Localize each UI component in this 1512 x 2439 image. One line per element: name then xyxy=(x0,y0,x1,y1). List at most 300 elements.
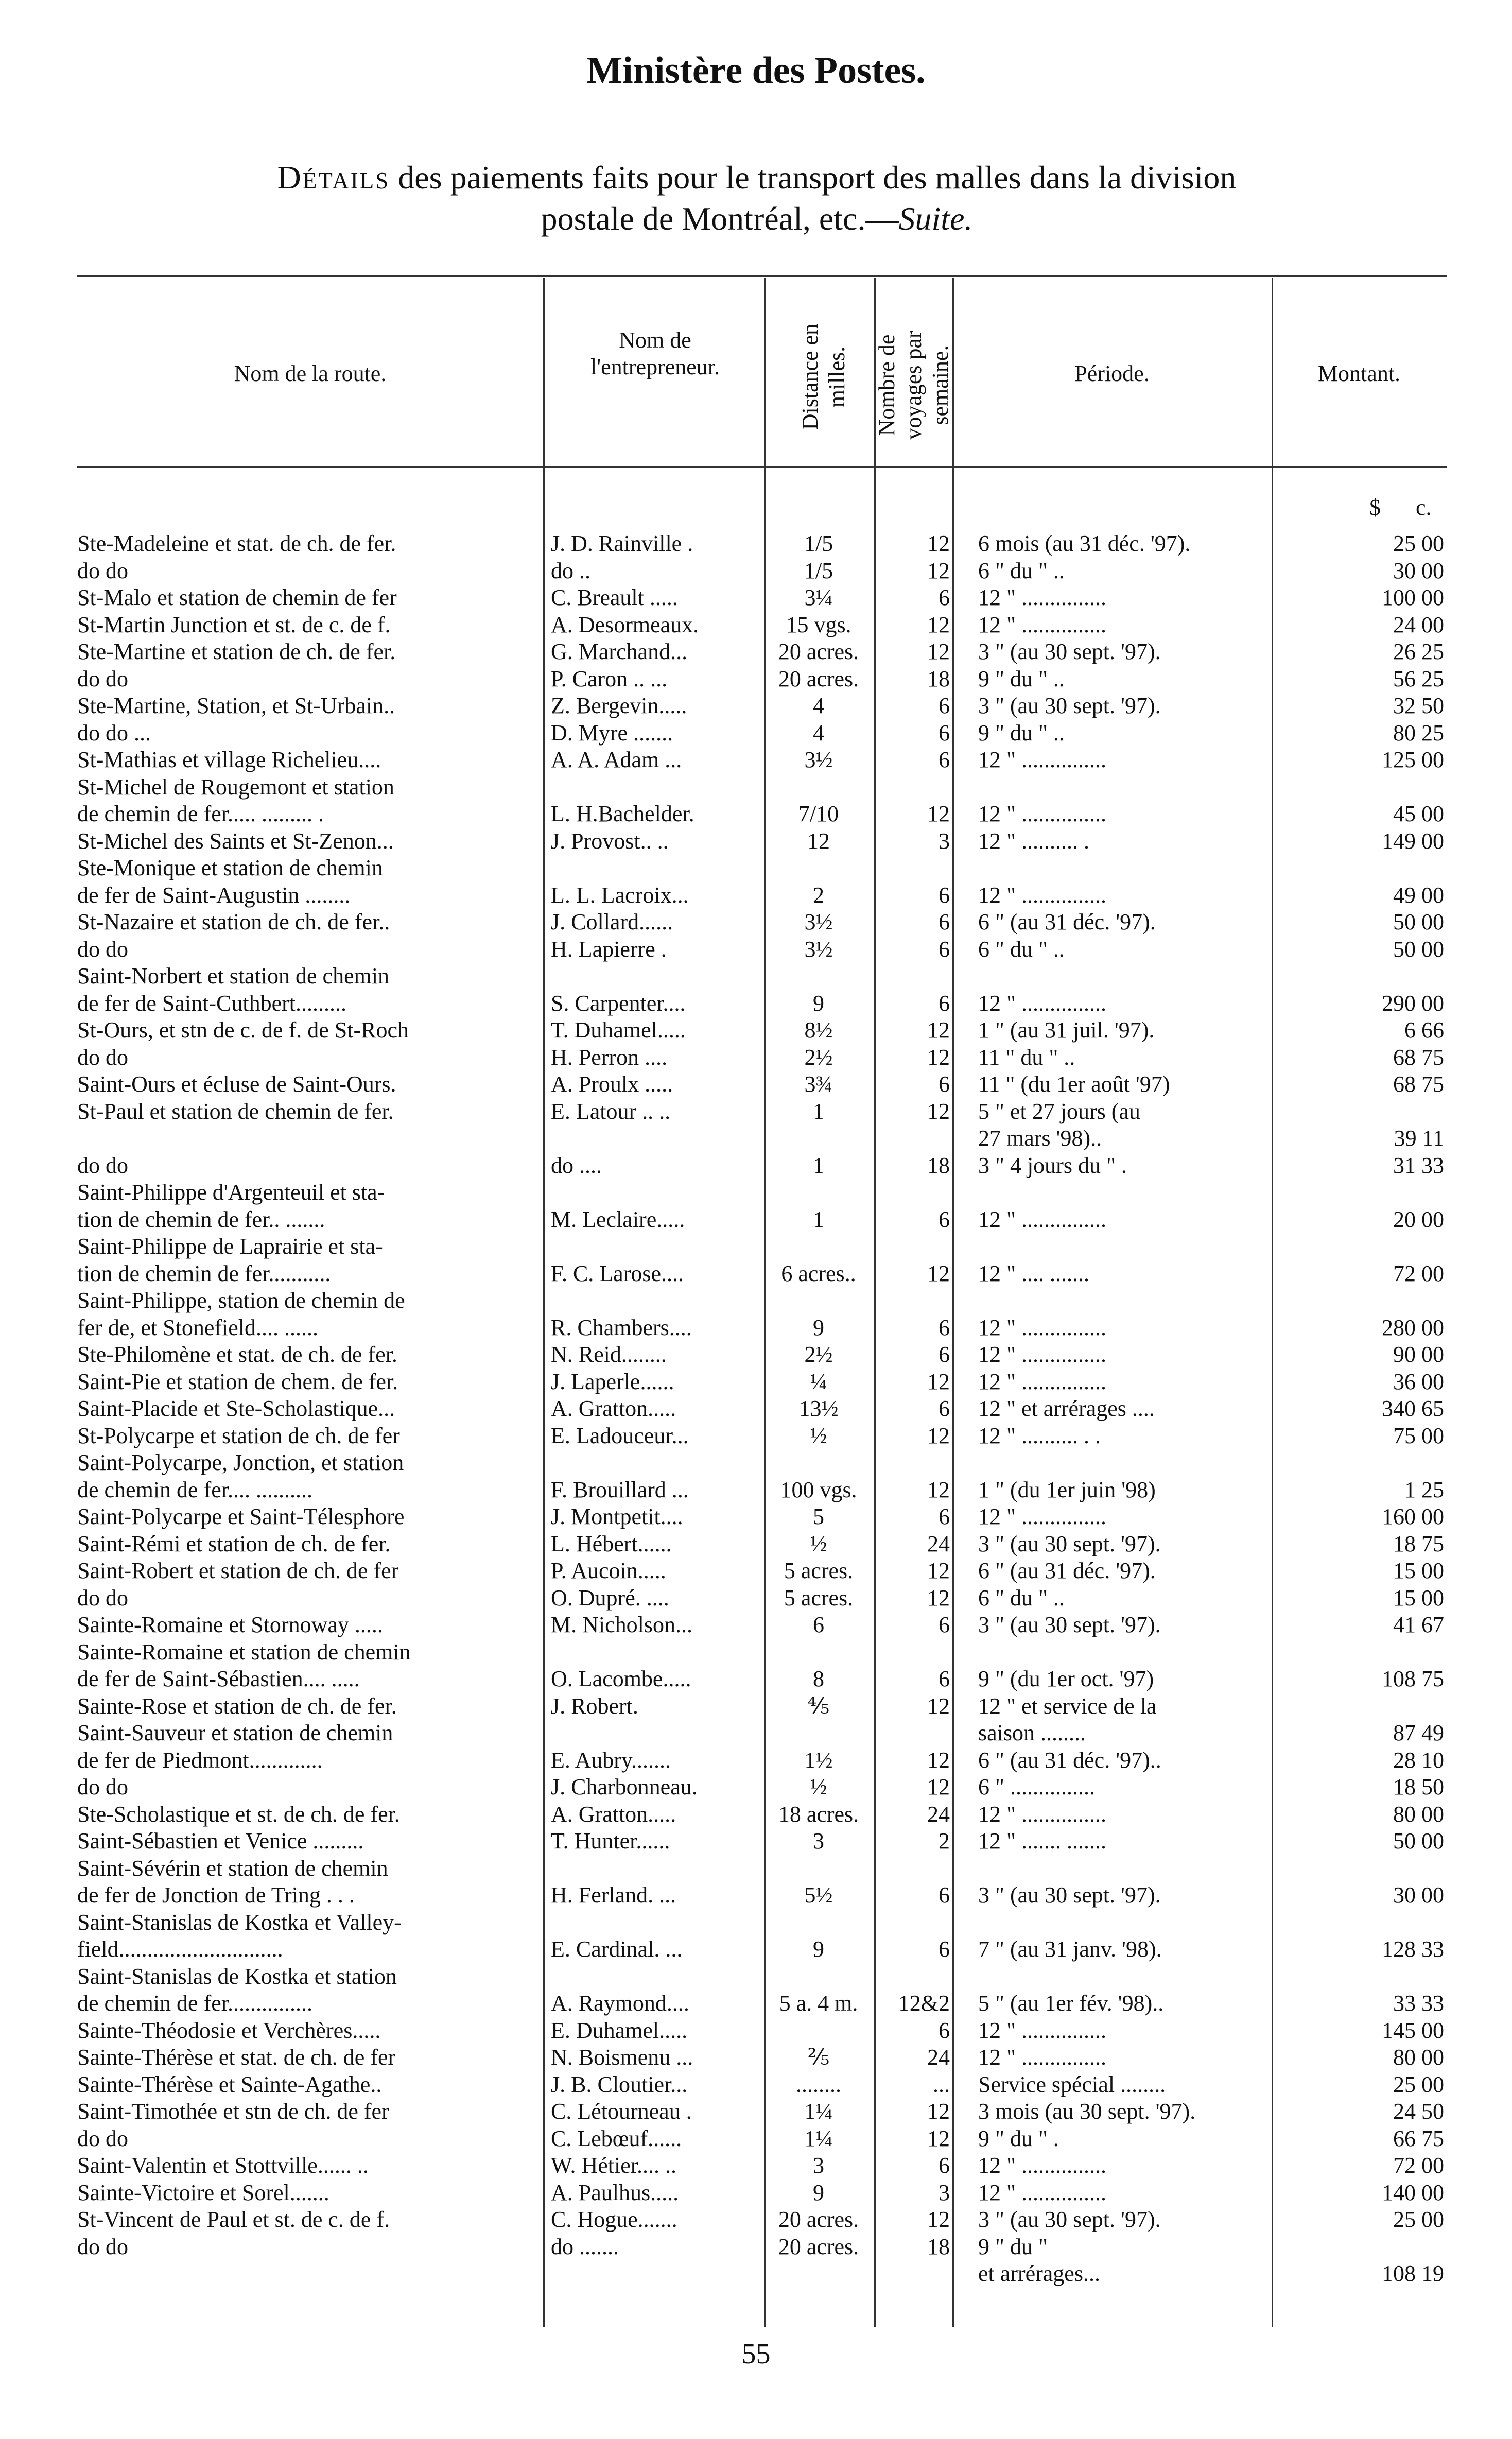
montant-cell: 6 66 xyxy=(1404,1017,1444,1043)
periode-cell: 12 " ............... xyxy=(978,1801,1106,1827)
table-row xyxy=(77,1071,1447,1098)
table-row xyxy=(77,1963,1447,1991)
periode-cell: 12 " .......... . . xyxy=(978,1423,1101,1448)
voyages-cell: 6 xyxy=(939,1612,950,1637)
periode-cell: 6 " ............... xyxy=(978,1774,1095,1800)
montant-cell: 26 25 xyxy=(1393,639,1444,664)
table-row xyxy=(77,747,1447,774)
route-cell: Saint-Robert et station de ch. de fer xyxy=(77,1558,399,1583)
route-cell: Saint-Sauveur et station de chemin xyxy=(77,1720,393,1745)
montant-cell: 90 00 xyxy=(1393,1342,1444,1367)
table-row xyxy=(77,584,1447,612)
unit-dollar: $ xyxy=(1369,495,1381,520)
route-cell: de fer de Saint-Augustin ........ xyxy=(77,882,351,908)
montant-cell: 160 00 xyxy=(1382,1504,1444,1529)
table-row xyxy=(77,1179,1447,1206)
table-row xyxy=(77,2260,1447,2288)
periode-cell: 12 " ............... xyxy=(978,747,1106,772)
montant-cell: 18 75 xyxy=(1393,1531,1444,1556)
route-cell: Ste-Scholastique et st. de ch. de fer. xyxy=(77,1801,400,1827)
table-row xyxy=(77,936,1447,963)
table-row xyxy=(77,2125,1447,2153)
route-cell: Saint-Pie et station de chem. de fer. xyxy=(77,1369,398,1394)
route-cell: Sainte-Thérèse et stat. de ch. de fer xyxy=(77,2045,396,2070)
table-row xyxy=(77,1855,1447,1882)
entrepreneur-cell: H. Lapierre . xyxy=(551,936,667,962)
route-cell: St-Mathias et village Richelieu.... xyxy=(77,747,381,772)
route-cell: do do xyxy=(77,1774,128,1800)
entrepreneur-cell: J. Charbonneau. xyxy=(551,1774,698,1800)
periode-cell: 3 " (au 30 sept. '97). xyxy=(978,1882,1161,1908)
table-row xyxy=(77,1612,1447,1639)
distance-cell: 20 acres. xyxy=(778,666,859,691)
distance-cell: 3¼ xyxy=(804,585,833,610)
table-row xyxy=(77,1639,1447,1666)
route-cell: Ste-Philomène et stat. de ch. de fer. xyxy=(77,1342,397,1367)
table-row xyxy=(77,801,1447,828)
distance-cell: 9 xyxy=(813,990,824,1016)
periode-cell: 3 mois (au 30 sept. '97). xyxy=(978,2099,1196,2124)
periode-cell: 9 " du " .. xyxy=(978,666,1065,691)
route-cell: field............................. xyxy=(77,1936,283,1962)
distance-cell: 3¾ xyxy=(804,1071,833,1097)
route-cell: do do xyxy=(77,1585,128,1611)
page-title: Ministère des Postes. xyxy=(586,49,926,92)
route-cell: Saint-Sébastien et Venice ......... xyxy=(77,1828,364,1854)
table-row xyxy=(77,1098,1447,1126)
periode-cell: 5 " et 27 jours (au xyxy=(978,1098,1140,1124)
page-number: 55 xyxy=(741,2338,771,2370)
montant-cell: 80 25 xyxy=(1393,720,1444,746)
route-cell: Saint-Polycarpe, Jonction, et station xyxy=(77,1450,404,1475)
subtitle-lead: Détails xyxy=(277,159,390,196)
montant-cell: 80 00 xyxy=(1393,2045,1444,2070)
voyages-cell: 6 xyxy=(939,909,950,935)
entrepreneur-cell: A. Gratton..... xyxy=(551,1801,676,1827)
distance-cell: 3 xyxy=(813,1828,824,1854)
route-cell: St-Ours, et stn de c. de f. de St-Roch xyxy=(77,1017,409,1043)
header-route: Nom de la route. xyxy=(234,361,387,386)
montant-cell: 24 50 xyxy=(1393,2099,1444,2124)
table-row xyxy=(77,1693,1447,1720)
route-cell: de fer de Piedmont............. xyxy=(77,1747,323,1773)
montant-cell: 128 33 xyxy=(1382,1936,1444,1962)
top-rule xyxy=(77,275,1447,277)
distance-cell: 5½ xyxy=(804,1882,833,1908)
route-cell: Saint-Stanislas de Kostka et Valley- xyxy=(77,1909,402,1935)
periode-cell: 6 " du " .. xyxy=(978,936,1065,962)
periode-cell: 12 " .......... . xyxy=(978,828,1089,854)
distance-cell: 2 xyxy=(813,882,824,908)
voyages-cell: 6 xyxy=(939,1206,950,1232)
route-cell: St-Malo et station de chemin de fer xyxy=(77,585,397,610)
table-row xyxy=(77,530,1447,558)
route-cell: Ste-Martine, Station, et St-Urbain.. xyxy=(77,693,395,718)
voyages-cell: 12 xyxy=(927,1585,950,1611)
montant-cell: 25 00 xyxy=(1393,2207,1444,2232)
route-cell: Saint-Norbert et station de chemin xyxy=(77,963,390,989)
montant-cell: 25 00 xyxy=(1393,531,1444,556)
voyages-cell: 12 xyxy=(927,1747,950,1773)
entrepreneur-cell: C. Hogue....... xyxy=(551,2207,677,2232)
voyages-cell: 12 xyxy=(927,1774,950,1800)
route-cell: Sainte-Romaine et Stornoway ..... xyxy=(77,1612,383,1637)
entrepreneur-cell: A. Raymond.... xyxy=(551,1991,689,2016)
voyages-cell: 6 xyxy=(939,1882,950,1908)
periode-cell: 12 " ............... xyxy=(978,1314,1106,1340)
distance-cell: 1 xyxy=(813,1098,824,1124)
periode-cell: 6 " (au 31 déc. '97).. xyxy=(978,1747,1161,1773)
entrepreneur-cell: H. Ferland. ... xyxy=(551,1882,676,1908)
montant-cell: 140 00 xyxy=(1382,2179,1444,2205)
periode-cell: 6 " (au 31 déc. '97). xyxy=(978,909,1156,935)
route-cell: St-Nazaire et station de ch. de fer.. xyxy=(77,909,390,935)
montant-cell: 18 50 xyxy=(1393,1774,1444,1800)
montant-cell: 25 00 xyxy=(1393,2071,1444,2097)
voyages-cell: 6 xyxy=(939,882,950,908)
distance-cell: 20 acres. xyxy=(778,2207,859,2232)
voyages-cell: 12&2 xyxy=(898,1991,950,2016)
voyages-cell: 12 xyxy=(927,558,950,583)
distance-cell: 8 xyxy=(813,1666,824,1691)
table-row xyxy=(77,1017,1447,1044)
distance-cell: 3½ xyxy=(804,747,833,772)
table-row xyxy=(77,1125,1447,1152)
voyages-cell: 24 xyxy=(927,2045,950,2070)
table-row xyxy=(77,1341,1447,1369)
voyages-cell: 2 xyxy=(939,1828,950,1854)
entrepreneur-cell: M. Nicholson... xyxy=(551,1612,692,1637)
route-cell: tion de chemin de fer........... xyxy=(77,1260,331,1286)
periode-cell: 9 " (du 1er oct. '97) xyxy=(978,1666,1154,1691)
entrepreneur-cell: C. Lebœuf...... xyxy=(551,2125,682,2151)
entrepreneur-cell: C. Létourneau . xyxy=(551,2099,692,2124)
montant-cell: 28 10 xyxy=(1393,1747,1444,1773)
distance-cell: 1¼ xyxy=(804,2125,833,2151)
table-row xyxy=(77,720,1447,747)
voyages-cell: 12 xyxy=(927,1477,950,1502)
entrepreneur-cell: T. Duhamel..... xyxy=(551,1017,686,1043)
distance-cell: 6 xyxy=(813,1612,824,1637)
route-cell: St-Polycarpe et station de ch. de fer xyxy=(77,1423,400,1448)
montant-cell: 72 00 xyxy=(1393,2153,1444,2178)
entrepreneur-cell: P. Aucoin..... xyxy=(551,1558,666,1583)
voyages-cell: 12 xyxy=(927,2099,950,2124)
route-cell: St-Martin Junction et st. de c. de f. xyxy=(77,612,391,637)
montant-cell: 108 75 xyxy=(1382,1666,1444,1691)
entrepreneur-cell: O. Lacombe..... xyxy=(551,1666,691,1691)
entrepreneur-cell: P. Caron .. ... xyxy=(551,666,668,691)
montant-cell: 87 49 xyxy=(1393,1720,1444,1745)
voyages-cell: 6 xyxy=(939,1666,950,1691)
unit-cents: c. xyxy=(1416,495,1432,520)
route-cell: Sainte-Thérèse et Sainte-Agathe.. xyxy=(77,2071,382,2097)
table-row xyxy=(77,2098,1447,2125)
table-row xyxy=(77,1801,1447,1828)
table-row xyxy=(77,1314,1447,1342)
table-row xyxy=(77,774,1447,801)
table-row xyxy=(77,1990,1447,2017)
voyages-cell: 12 xyxy=(927,2207,950,2232)
distance-cell: 1¼ xyxy=(804,2099,833,2124)
periode-cell: 11 " du " .. xyxy=(978,1044,1075,1070)
route-cell: fer de, et Stonefield.... ...... xyxy=(77,1314,318,1340)
route-cell: do do xyxy=(77,936,128,962)
voyages-cell: 6 xyxy=(939,2153,950,2178)
distance-cell: ........ xyxy=(796,2071,841,2097)
route-cell: do do xyxy=(77,558,128,583)
header-voyages: Nombre de voyages par semaine. xyxy=(874,331,953,440)
table-row xyxy=(77,1666,1447,1693)
table-row xyxy=(77,1747,1447,1774)
distance-cell: 1 xyxy=(813,1152,824,1178)
voyages-cell: 3 xyxy=(939,2179,950,2205)
periode-cell: 7 " (au 31 janv. '98). xyxy=(978,1936,1162,1962)
distance-cell: 1 xyxy=(813,1206,824,1232)
route-cell: do do xyxy=(77,1044,128,1070)
periode-cell: 12 " ............... xyxy=(978,801,1106,826)
montant-cell: 100 00 xyxy=(1382,585,1444,610)
route-cell: Sainte-Rose et station de ch. de fer. xyxy=(77,1693,397,1719)
periode-cell: 12 " et arrérages .... xyxy=(978,1396,1155,1421)
route-cell: de fer de Saint-Sébastien.... ..... xyxy=(77,1666,360,1691)
periode-cell: 12 " ............... xyxy=(978,1342,1106,1367)
distance-cell: 100 vgs. xyxy=(780,1477,857,1502)
entrepreneur-cell: L. L. Lacroix... xyxy=(551,882,689,908)
table-row xyxy=(77,1260,1447,1288)
distance-cell: 5 xyxy=(813,1504,824,1529)
voyages-cell: 12 xyxy=(927,612,950,637)
table-row xyxy=(77,2206,1447,2234)
voyages-cell: 18 xyxy=(927,1152,950,1178)
montant-cell: 20 00 xyxy=(1393,1206,1444,1232)
montant-cell: 36 00 xyxy=(1393,1369,1444,1394)
distance-cell: 1/5 xyxy=(804,558,833,583)
periode-cell: 12 " ............... xyxy=(978,882,1106,908)
montant-cell: 68 75 xyxy=(1393,1044,1444,1070)
montant-cell: 15 00 xyxy=(1393,1585,1444,1611)
voyages-cell: 18 xyxy=(927,666,950,691)
periode-cell: 6 mois (au 31 déc. '97). xyxy=(978,531,1191,556)
route-cell: Saint-Placide et Ste-Scholastique... xyxy=(77,1396,395,1421)
voyages-cell: 12 xyxy=(927,1098,950,1124)
distance-cell: 9 xyxy=(813,1936,824,1962)
voyages-cell: 6 xyxy=(939,936,950,962)
periode-cell: 9 " du " .. xyxy=(978,720,1065,746)
route-cell: Sainte-Théodosie et Verchères..... xyxy=(77,2017,381,2043)
periode-cell: 11 " (du 1er août '97) xyxy=(978,1071,1170,1097)
distance-cell: 15 vgs. xyxy=(786,612,851,637)
periode-cell: 12 " ............... xyxy=(978,1369,1106,1394)
table-row xyxy=(77,1936,1447,1963)
route-cell: Sainte-Romaine et station de chemin xyxy=(77,1639,411,1665)
route-cell: do do xyxy=(77,2125,128,2151)
distance-cell: 7/10 xyxy=(798,801,839,826)
voyages-cell: 12 xyxy=(927,801,950,826)
montant-cell: 50 00 xyxy=(1393,1828,1444,1854)
voyages-cell: 12 xyxy=(927,531,950,556)
route-cell: Saint-Polycarpe et Saint-Télesphore xyxy=(77,1504,405,1529)
montant-cell: 125 00 xyxy=(1382,747,1444,772)
route-cell: St-Vincent de Paul et st. de c. de f. xyxy=(77,2207,390,2232)
voyages-cell: 6 xyxy=(939,1396,950,1421)
periode-cell: 12 " .... ....... xyxy=(978,1260,1089,1286)
entrepreneur-cell: J. B. Cloutier... xyxy=(551,2071,688,2097)
voyages-cell: 12 xyxy=(927,1044,950,1070)
table-row xyxy=(77,1152,1447,1180)
table-row xyxy=(77,882,1447,909)
distance-cell: ⅘ xyxy=(807,1693,830,1719)
table-row xyxy=(77,1395,1447,1423)
table-row xyxy=(77,2017,1447,2045)
table-row xyxy=(77,1233,1447,1260)
route-cell: St-Paul et station de chemin de fer. xyxy=(77,1098,394,1124)
distance-cell: 20 acres. xyxy=(778,639,859,664)
distance-cell: 3½ xyxy=(804,936,833,962)
montant-cell: 75 00 xyxy=(1393,1423,1444,1448)
route-cell: Saint-Philippe de Laprairie et sta- xyxy=(77,1234,383,1259)
montant-cell: 290 00 xyxy=(1382,990,1444,1016)
voyages-cell: 6 xyxy=(939,585,950,610)
route-cell: Saint-Rémi et station de ch. de fer. xyxy=(77,1531,391,1556)
header-montant: Montant. xyxy=(1317,361,1401,386)
subtitle-line1: des paiements faits pour le transport des malles dans la division xyxy=(390,159,1237,196)
periode-cell: 12 " ............... xyxy=(978,2045,1106,2070)
route-cell: St-Michel des Saints et St-Zenon... xyxy=(77,828,394,854)
distance-cell: ½ xyxy=(810,1774,827,1800)
montant-cell: 280 00 xyxy=(1382,1314,1444,1340)
entrepreneur-cell: E. Cardinal. ... xyxy=(551,1936,683,1962)
route-cell: tion de chemin de fer.. ....... xyxy=(77,1206,325,1232)
voyages-cell: 18 xyxy=(927,2234,950,2259)
route-cell: Saint-Stanislas de Kostka et station xyxy=(77,1963,397,1989)
montant-cell: 39 11 xyxy=(1394,1126,1444,1151)
voyages-cell: 6 xyxy=(939,720,950,746)
table-row xyxy=(77,1477,1447,1504)
periode-cell: 12 " ............... xyxy=(978,612,1106,637)
montant-cell: 108 19 xyxy=(1382,2261,1444,2286)
table-row xyxy=(77,693,1447,720)
entrepreneur-cell: Z. Bergevin..... xyxy=(551,693,687,718)
distance-cell: ½ xyxy=(810,1423,827,1448)
montant-cell: 340 65 xyxy=(1382,1396,1444,1421)
periode-cell: Service spécial ........ xyxy=(978,2071,1166,2097)
periode-cell: 1 " (au 31 juil. '97). xyxy=(978,1017,1155,1043)
montant-cell: 31 33 xyxy=(1393,1152,1444,1178)
distance-cell: 1/5 xyxy=(804,531,833,556)
table-row xyxy=(77,1909,1447,1936)
table-row xyxy=(77,1449,1447,1477)
header-rule xyxy=(77,466,1447,468)
table-row xyxy=(77,2044,1447,2071)
route-cell: do do xyxy=(77,666,128,691)
entrepreneur-cell: J. D. Rainville . xyxy=(551,531,693,556)
voyages-cell: 6 xyxy=(939,1936,950,1962)
entrepreneur-cell: A. Proulx ..... xyxy=(551,1071,673,1097)
entrepreneur-cell: S. Carpenter.... xyxy=(551,990,686,1016)
periode-cell: 12 " ....... ....... xyxy=(978,1828,1106,1854)
table-row xyxy=(77,2234,1447,2261)
table-row xyxy=(77,1828,1447,1855)
entrepreneur-cell: do ....... xyxy=(551,2234,619,2259)
table-row xyxy=(77,1882,1447,1909)
periode-cell: 12 " ............... xyxy=(978,2179,1106,2205)
route-cell: Saint-Timothée et stn de ch. de fer xyxy=(77,2099,389,2124)
table-row xyxy=(77,1369,1447,1396)
table-row xyxy=(77,1558,1447,1585)
periode-cell: 3 " 4 jours du " . xyxy=(978,1152,1127,1178)
voyages-cell: 12 xyxy=(927,1260,950,1286)
entrepreneur-cell: J. Provost.. .. xyxy=(551,828,669,854)
entrepreneur-cell: N. Boismenu ... xyxy=(551,2045,693,2070)
voyages-cell: 6 xyxy=(939,1504,950,1529)
distance-cell: 9 xyxy=(813,1314,824,1340)
periode-cell: 12 " ............... xyxy=(978,585,1106,610)
montant-cell: 68 75 xyxy=(1393,1071,1444,1097)
route-cell: Saint-Ours et écluse de Saint-Ours. xyxy=(77,1071,396,1097)
voyages-cell: 6 xyxy=(939,1314,950,1340)
table-row xyxy=(77,1423,1447,1450)
route-cell: do do xyxy=(77,2234,128,2259)
periode-cell: 1 " (du 1er juin '98) xyxy=(978,1477,1156,1502)
entrepreneur-cell: A. A. Adam ... xyxy=(551,747,682,772)
entrepreneur-cell: T. Hunter...... xyxy=(551,1828,670,1854)
table-row xyxy=(77,638,1447,666)
route-cell: de fer de Saint-Cuthbert......... xyxy=(77,990,346,1016)
entrepreneur-cell: L. H.Bachelder. xyxy=(551,801,694,826)
montant-cell: 66 75 xyxy=(1393,2125,1444,2151)
entrepreneur-cell: C. Breault ..... xyxy=(551,585,678,610)
montant-cell: 50 00 xyxy=(1393,909,1444,935)
voyages-cell: 12 xyxy=(927,1423,950,1448)
entrepreneur-cell: L. Hébert...... xyxy=(551,1531,672,1556)
montant-cell: 145 00 xyxy=(1382,2017,1444,2043)
voyages-cell: 12 xyxy=(927,1693,950,1719)
entrepreneur-cell: E. Ladouceur... xyxy=(551,1423,689,1448)
distance-cell: 8½ xyxy=(804,1017,833,1043)
periode-cell: 12 " ............... xyxy=(978,990,1106,1016)
table-row xyxy=(77,1774,1447,1801)
entrepreneur-cell: W. Hétier.... .. xyxy=(551,2153,676,2178)
voyages-cell: 12 xyxy=(927,1558,950,1583)
header-periode: Période. xyxy=(1074,361,1150,386)
periode-cell: 3 " (au 30 sept. '97). xyxy=(978,1612,1161,1637)
table-row xyxy=(77,1287,1447,1314)
entrepreneur-cell: M. Leclaire..... xyxy=(551,1206,685,1232)
voyages-cell: 6 xyxy=(939,1071,950,1097)
route-cell: do do xyxy=(77,1152,128,1178)
route-cell: do do ... xyxy=(77,720,151,746)
entrepreneur-cell: do .... xyxy=(551,1152,602,1178)
montant-cell: 50 00 xyxy=(1393,936,1444,962)
document-subtitle xyxy=(77,157,1436,239)
montant-cell: 32 50 xyxy=(1393,693,1444,718)
entrepreneur-cell: D. Myre ....... xyxy=(551,720,673,746)
route-cell: Saint-Sévérin et station de chemin xyxy=(77,1855,388,1881)
entrepreneur-cell: J. Laperle...... xyxy=(551,1369,674,1394)
table-row xyxy=(77,612,1447,639)
periode-cell: 27 mars '98).. xyxy=(978,1126,1102,1151)
voyages-cell: 6 xyxy=(939,990,950,1016)
route-cell: de chemin de fer............... xyxy=(77,1991,312,2016)
distance-cell: 4 xyxy=(813,720,824,746)
montant-cell: 56 25 xyxy=(1393,666,1444,691)
periode-cell: 12 " ............... xyxy=(978,1504,1106,1529)
periode-cell: 3 " (au 30 sept. '97). xyxy=(978,1531,1161,1556)
voyages-cell: 12 xyxy=(927,2125,950,2151)
entrepreneur-cell: J. Robert. xyxy=(551,1693,638,1719)
table-row xyxy=(77,1720,1447,1747)
